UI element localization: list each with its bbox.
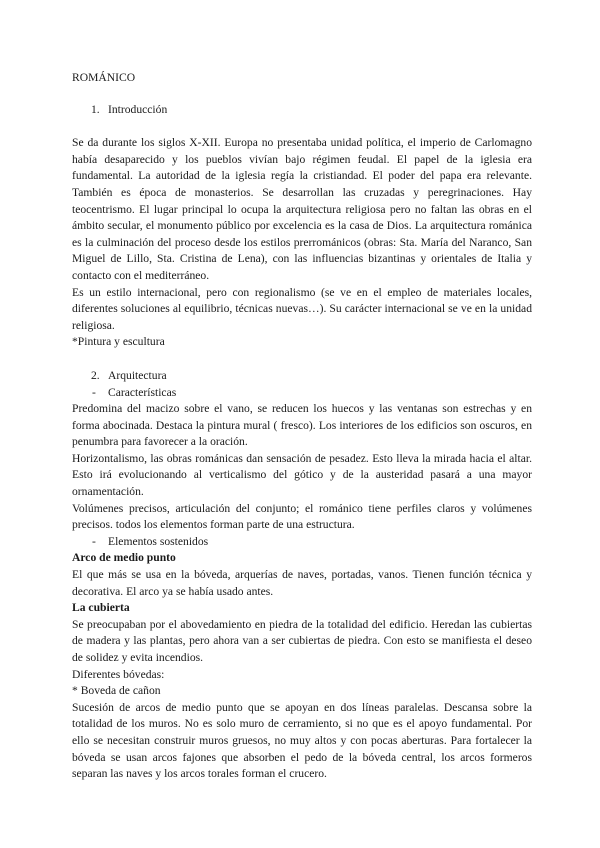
subsection-caracteristicas-title: Características xyxy=(108,385,177,399)
intro-paragraph-1: Se da durante los siglos X-XII. Europa no presentaba unidad política, el imperio de Carlomagno había desaparecido y los pueblos vivían bajo régimen feudal. El papel de la iglesia era fundamental. La autoridad de la iglesia regía la cristiandad. El poder del papa era relevante. También es época de monasterios. Se desarrollan las cruzadas y peregrinaciones. Hay teocentrismo. El lugar principal lo ocupa la arquitectura religiosa pero no faltan las obras en el ámbito secular, el monumento público por excelencia es la casa de Dios. La arquitectura románica es la culminación del proceso desde los estilos prerrománicos (obras: Sta. María del Naranco, San Miguel de Lillo, Sta. Cristina de Lena), con las influencias bizantinas y orientales de Italia y contacto con el mediterráneo. xyxy=(72,136,532,282)
section-1-number: 1. xyxy=(91,102,100,116)
bullet-dash: - xyxy=(92,385,96,399)
section-2-number: 2. xyxy=(91,368,100,382)
boveda-canon-paragraph: Sucesión de arcos de medio punto que se apoyan en dos líneas paralelas. Descansa sobre la totalidad de los muros. No es solo muro de cerramiento, si no que es el apoyo fundamental. Por ello se necesitan construir muros gruesos, no muy altos y con pocas aberturas. Para fortalecer la bóveda se usan arcos fajones que absorben el pedo de la bóveda central, los arcos formeros separan las naves y los arcos torales forman el crucero. xyxy=(72,700,532,781)
bovedas-label: Diferentes bóvedas: xyxy=(72,667,165,681)
caracteristicas-paragraph-2: Horizontalismo, las obras románicas dan sensación de pesadez. Esto lleva la mirada hacia el altar. Esto irá evolucionando al verticalismo del gótico y de la austeridad pasará a una mayor ornamentación. xyxy=(72,451,532,499)
document-title: ROMÁNICO xyxy=(72,71,136,84)
bullet-dash: - xyxy=(92,534,96,548)
caracteristicas-paragraph-1: Predomina del macizo sobre el vano, se reducen los huecos y las ventanas son estrechas y en forma abocinada. Destaca la pintura mural ( fresco). Los interiores de los edificios son oscuros, en penumbra para favorecer a la oración. xyxy=(72,402,532,449)
subsection-elementos xyxy=(72,534,532,551)
subsection-elementos-title: Elementos sostenidos xyxy=(108,534,209,548)
section-2-title: Arquitectura xyxy=(108,368,167,382)
arco-paragraph: El que más se usa en la bóveda, arquerías de naves, portadas, vanos. Tienen función técnica y decorativa. El arco ya se había usado antes. xyxy=(72,568,532,598)
intro-paragraph-2: Es un estilo internacional, pero con regionalismo (se ve en el empleo de materiales locales, diferentes soluciones al equilibrio, técnicas nuevas…). Su carácter internacional se ve en la unidad religiosa. xyxy=(72,285,532,332)
intro-paragraph-3: *Pintura y escultura xyxy=(72,335,165,349)
subsection-caracteristicas xyxy=(72,385,532,402)
document-body xyxy=(72,70,532,783)
section-1-heading xyxy=(72,102,532,119)
section-1-title: Introducción xyxy=(108,102,168,116)
cubierta-heading: La cubierta xyxy=(72,601,130,615)
section-2-heading xyxy=(72,368,532,385)
boveda-canon-label: * Boveda de cañon xyxy=(72,684,161,698)
caracteristicas-paragraph-3: Volúmenes precisos, articulación del conjunto; el románico tiene perfiles claros y volúmenes precisos. todos los elementos forman parte de una estructura. xyxy=(72,501,532,532)
cubierta-paragraph: Se preocupaban por el abovedamiento en piedra de la totalidad del edificio. Heredan las cubiertas de madera y las plantas, pero ahora van a ser cubiertas de piedra. Con esto se manifiesta el deseo de solidez y evita incendios. xyxy=(72,617,532,664)
arco-heading: Arco de medio punto xyxy=(72,551,176,565)
